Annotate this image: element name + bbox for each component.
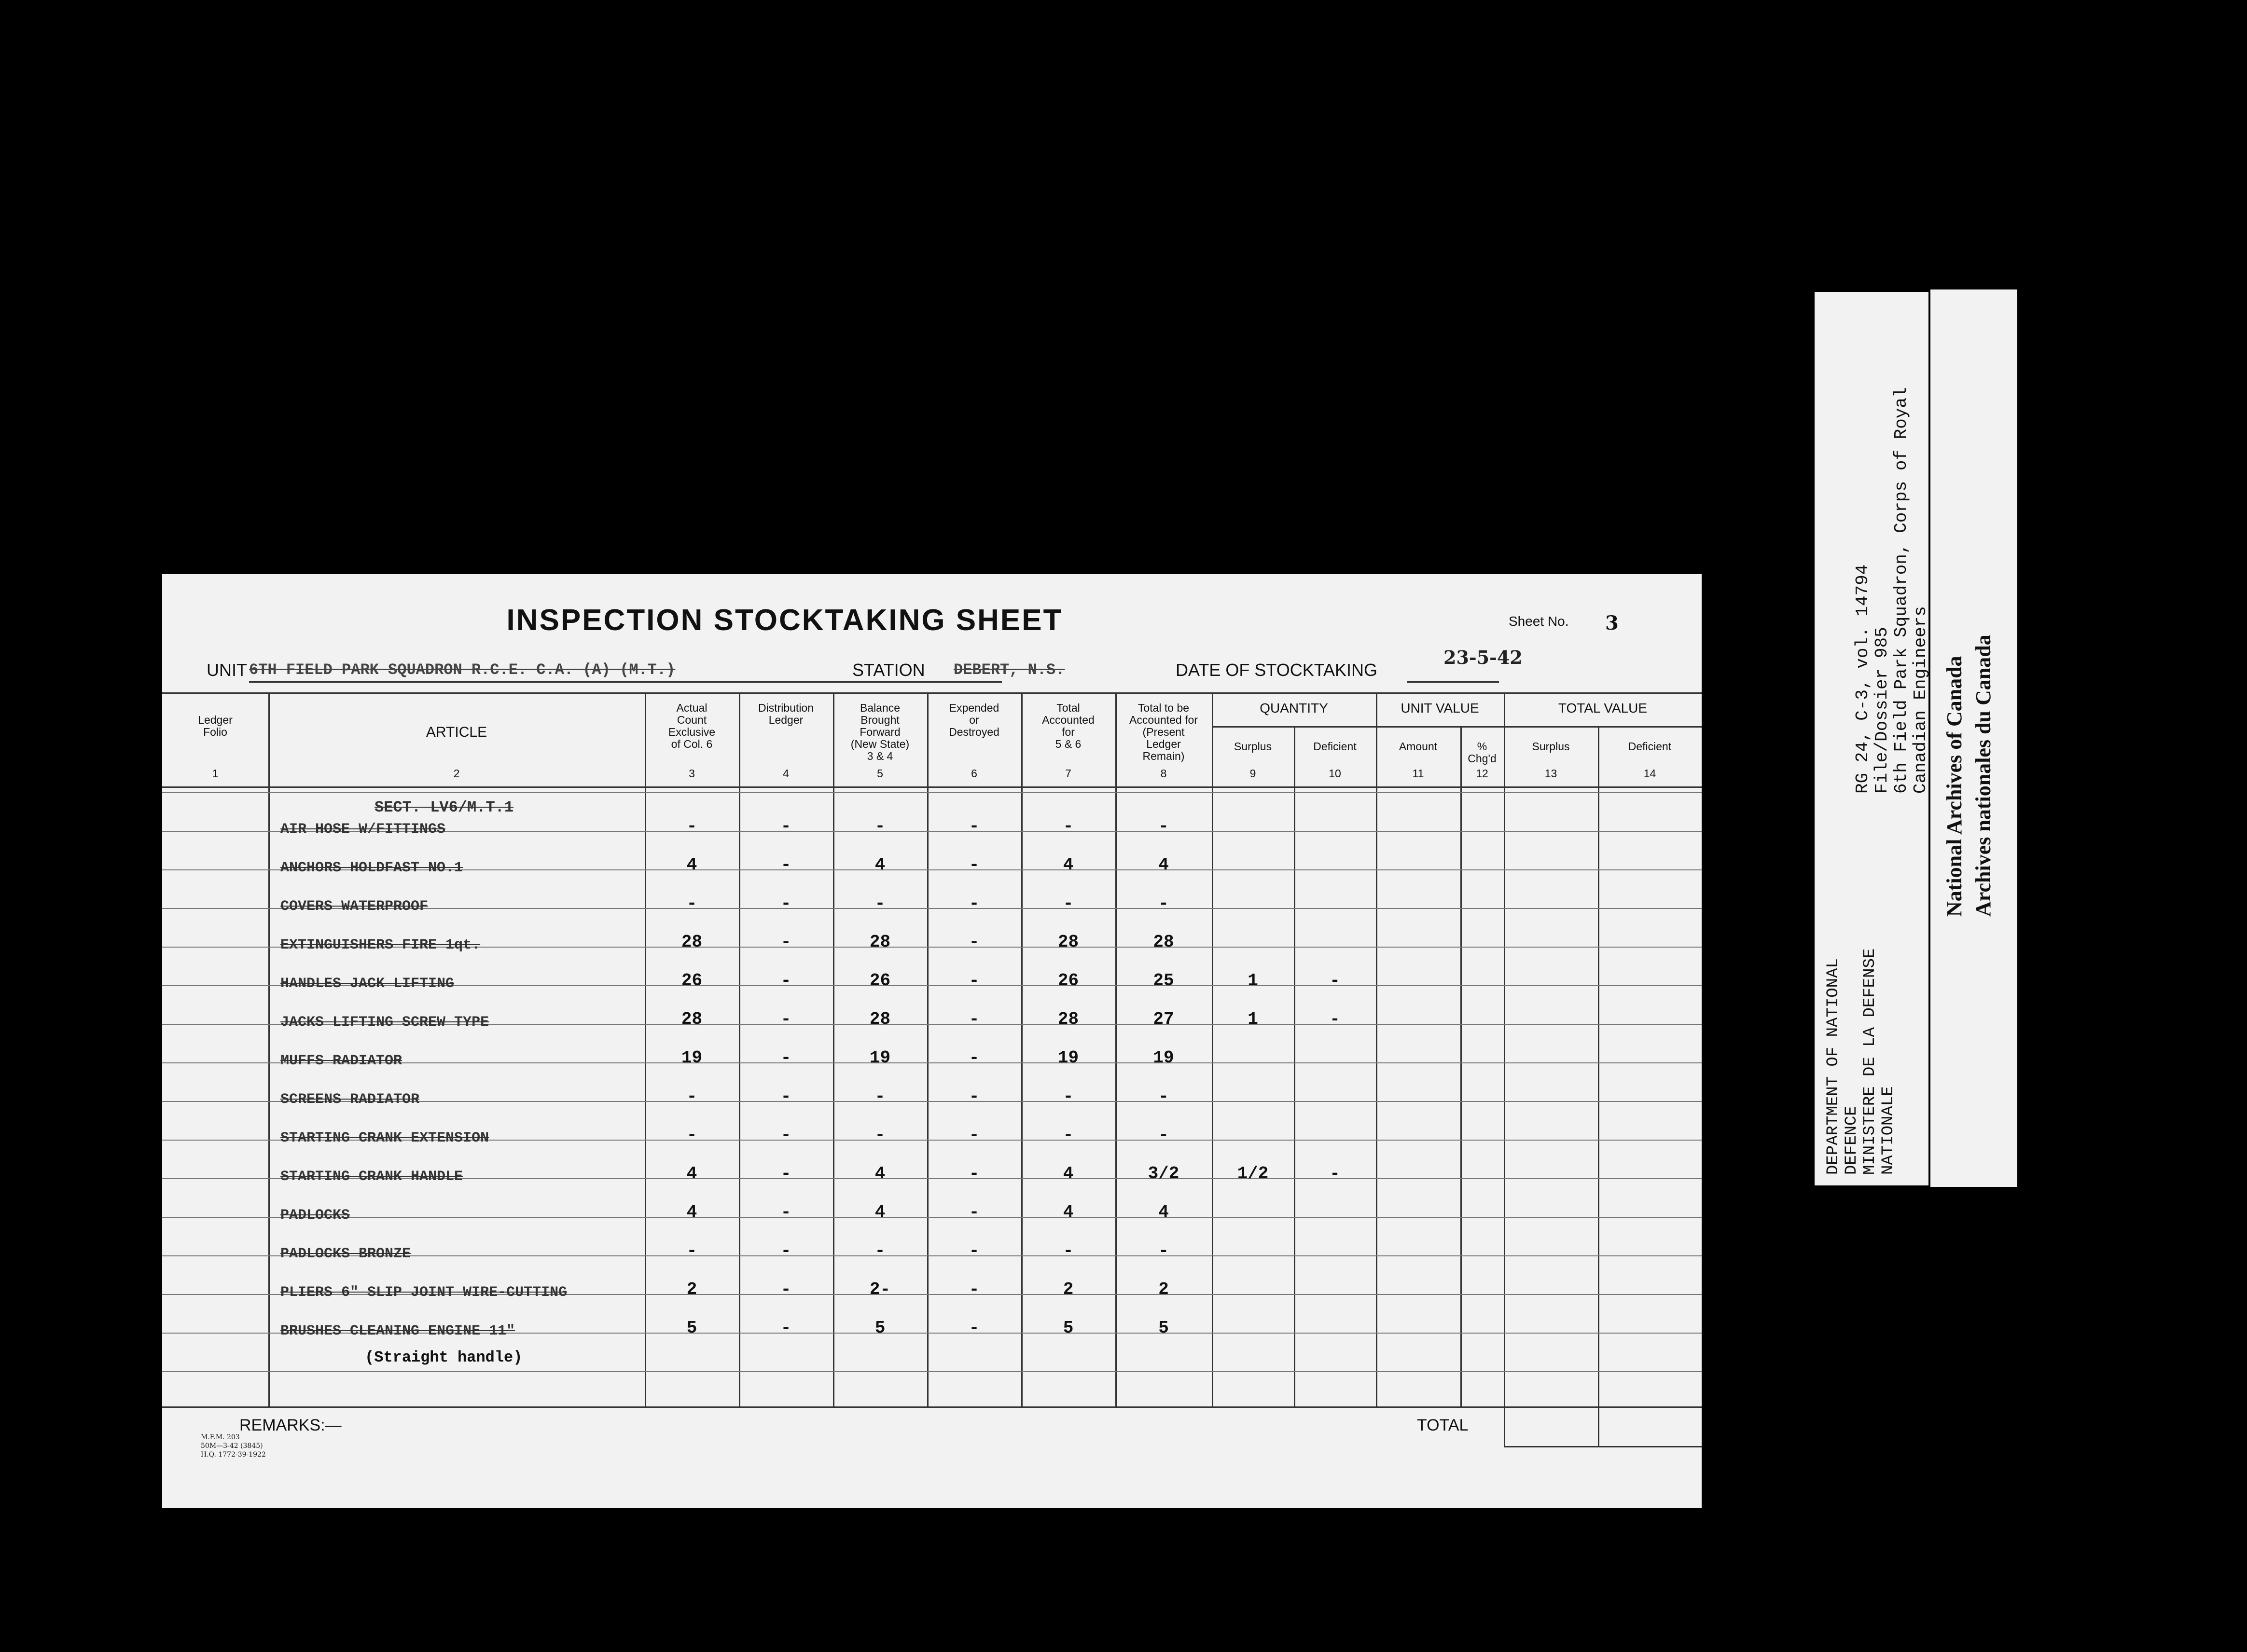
cell-col-8: - <box>1158 1125 1169 1145</box>
cell-col-3: 28 <box>681 932 703 952</box>
column-number: 10 <box>1329 767 1341 780</box>
column-rule <box>1598 726 1599 1406</box>
column-number: 8 <box>1160 767 1167 780</box>
column-header: Ledger Folio <box>198 714 233 738</box>
column-rule <box>1504 692 1505 1406</box>
column-rule <box>1376 692 1377 1406</box>
archives-canada-label <box>1930 289 2017 1187</box>
cell-col-8: - <box>1158 1241 1169 1261</box>
cell-col-5: 28 <box>869 932 891 952</box>
cell-col-4: - <box>780 1318 791 1338</box>
archives-text <box>1940 634 1998 917</box>
article-name: PLIERS 6" SLIP JOINT WIRE-CUTTING <box>280 1284 568 1301</box>
article-name: PADLOCKS BRONZE <box>280 1246 411 1262</box>
column-header: Deficient <box>1313 740 1357 753</box>
remarks-label: REMARKS:— <box>239 1416 342 1434</box>
station-label: STATION <box>852 660 925 680</box>
cell-col-5: 26 <box>869 971 891 991</box>
cell-col-8: 5 <box>1158 1318 1169 1338</box>
total-rule <box>1598 1406 1599 1447</box>
form-code <box>201 1433 266 1459</box>
column-rule <box>1212 692 1213 1406</box>
article-name: AIR HOSE W/FITTINGS <box>280 821 446 838</box>
department-line: DEFENCE <box>1843 1106 1861 1175</box>
article-name: MUFFS RADIATOR <box>280 1053 402 1069</box>
date-value: 23-5-42 <box>1443 647 1523 668</box>
cell-col-5: 2- <box>869 1280 891 1299</box>
cell-col-3: 4 <box>686 1164 697 1184</box>
cell-col-3: - <box>686 1125 697 1145</box>
cell-col-5: - <box>874 894 886 913</box>
reference-line: 6th Field Park Squadron, Corps of Royal <box>1891 387 1911 794</box>
cell-col-7: - <box>1063 816 1074 836</box>
department-line: DEPARTMENT OF NATIONAL <box>1824 958 1843 1175</box>
sheet-number-label: Sheet No. <box>1509 614 1569 629</box>
header-bottom-rule <box>162 786 1702 788</box>
cell-col-8: 4 <box>1158 1202 1169 1222</box>
cell-col-4: - <box>780 971 791 991</box>
reference-line: RG 24, C-3, vol. 14794 <box>1853 564 1872 794</box>
column-header: Total Accounted for 5 & 6 <box>1042 702 1095 750</box>
cell-col-7: - <box>1063 1087 1074 1106</box>
total-label: TOTAL <box>1417 1416 1469 1434</box>
cell-col-4: - <box>780 1202 791 1222</box>
cell-col-10: - <box>1330 971 1340 991</box>
cell-col-5: - <box>874 1087 886 1106</box>
cell-col-4: - <box>780 1009 791 1029</box>
cell-col-7: 2 <box>1063 1280 1074 1299</box>
cell-col-6: - <box>969 894 980 913</box>
cell-col-6: - <box>969 932 980 952</box>
column-number: 6 <box>971 767 977 780</box>
cell-col-7: 4 <box>1063 855 1074 875</box>
column-number: 2 <box>453 767 460 780</box>
cell-col-3: - <box>686 1087 697 1106</box>
cell-col-9: 1/2 <box>1237 1164 1269 1184</box>
column-number: 7 <box>1065 767 1071 780</box>
cell-col-9: 1 <box>1248 971 1258 991</box>
date-underline <box>1407 681 1499 683</box>
form-code-line: 50M—3-42 (3845) <box>201 1442 263 1450</box>
column-rule <box>268 692 270 1406</box>
station-value: DEBERT, N.S. <box>954 661 1065 679</box>
cell-col-6: - <box>969 1318 980 1338</box>
cell-col-4: - <box>780 1241 791 1261</box>
cell-col-8: 25 <box>1153 971 1174 991</box>
cell-col-6: - <box>969 1048 980 1068</box>
cell-col-5: 28 <box>869 1009 891 1029</box>
cell-col-4: - <box>780 816 791 836</box>
cell-col-8: - <box>1158 894 1169 913</box>
group-header-rule <box>1212 726 1702 728</box>
column-number: 4 <box>783 767 789 780</box>
cell-col-5: 4 <box>874 1202 886 1222</box>
cell-col-3: 2 <box>686 1280 697 1299</box>
cell-col-10: - <box>1330 1164 1340 1184</box>
cell-col-6: - <box>969 1087 980 1106</box>
cell-col-5: 19 <box>869 1048 891 1068</box>
row-rule <box>162 1371 1702 1372</box>
article-name: STARTING CRANK HANDLE <box>280 1169 463 1185</box>
stocktaking-sheet <box>162 574 1702 1508</box>
cell-col-6: - <box>969 971 980 991</box>
cell-col-4: - <box>780 1164 791 1184</box>
article-name: SCREENS RADIATOR <box>280 1091 420 1108</box>
reference-text <box>1853 387 1930 794</box>
archive-reference-label <box>1815 292 1928 1185</box>
cell-col-6: - <box>969 1241 980 1261</box>
column-rule <box>1115 692 1117 1406</box>
cell-col-3: 26 <box>681 971 703 991</box>
cell-col-6: - <box>969 1164 980 1184</box>
column-header: ARTICLE <box>426 724 487 740</box>
reference-line: File/Dossier 985 <box>1872 627 1892 794</box>
cell-col-7: 19 <box>1057 1048 1079 1068</box>
column-header: Balance Brought Forward (New State) 3 & 4 <box>850 702 910 762</box>
column-number: 13 <box>1544 767 1557 780</box>
cell-col-5: - <box>874 1241 886 1261</box>
column-header: % Chg'd <box>1468 740 1497 765</box>
column-header: Amount <box>1399 740 1438 753</box>
cell-col-5: 5 <box>874 1318 886 1338</box>
cell-col-3: - <box>686 816 697 836</box>
unit-label: UNIT <box>207 660 247 680</box>
cell-col-8: - <box>1158 1087 1169 1106</box>
sheet-number-value: 3 <box>1605 612 1619 634</box>
unit-value: 6TH FIELD PARK SQUADRON R.C.E. C.A. (A) (M.T.) <box>249 661 676 679</box>
department-line: NATIONALE <box>1879 1086 1898 1175</box>
cell-col-3: - <box>686 894 697 913</box>
column-header: Surplus <box>1532 740 1570 753</box>
cell-col-6: - <box>969 855 980 875</box>
section-title: SECT. LV6/M.T.1 <box>374 798 514 816</box>
department-line: MINISTERE DE LA DEFENSE <box>1861 948 1879 1175</box>
cell-col-7: - <box>1063 1241 1074 1261</box>
date-label: DATE OF STOCKTAKING <box>1176 660 1378 680</box>
form-code-line: M.F.M. 203 <box>201 1433 240 1441</box>
table-bottom-rule <box>162 1406 1702 1408</box>
cell-col-3: 4 <box>686 1202 697 1222</box>
article-name: BRUSHES CLEANING ENGINE 11" <box>280 1323 515 1339</box>
article-name: JACKS LIFTING SCREW TYPE <box>280 1014 489 1031</box>
cell-col-7: 5 <box>1063 1318 1074 1338</box>
cell-col-7: 4 <box>1063 1164 1074 1184</box>
row-rule <box>162 792 1702 793</box>
sheet-title: INSPECTION STOCKTAKING SHEET <box>506 604 1063 637</box>
cell-col-6: - <box>969 1202 980 1222</box>
archives-line: Archives nationales du Canada <box>1971 634 1995 917</box>
article-name: HANDLES JACK LIFTING <box>280 976 455 992</box>
table-top-rule <box>162 692 1702 694</box>
cell-col-3: 28 <box>681 1009 703 1029</box>
cell-col-8: 27 <box>1153 1009 1174 1029</box>
column-header: Distribution Ledger <box>758 702 814 726</box>
form-code-line: H.Q. 1772-39-1922 <box>201 1451 266 1459</box>
total-value-group-header: TOTAL VALUE <box>1558 701 1648 716</box>
cell-col-4: - <box>780 1280 791 1299</box>
cell-col-6: - <box>969 1009 980 1029</box>
cell-col-8: 3/2 <box>1148 1164 1179 1184</box>
cell-col-7: 28 <box>1057 1009 1079 1029</box>
cell-col-5: 4 <box>874 1164 886 1184</box>
cell-col-3: - <box>686 1241 697 1261</box>
total-rule <box>1504 1406 1505 1447</box>
cell-col-6: - <box>969 1125 980 1145</box>
column-header: Total to be Accounted for (Present Ledger Remain) <box>1129 702 1198 762</box>
cell-col-9: 1 <box>1248 1009 1258 1029</box>
cell-col-10: - <box>1330 1009 1340 1029</box>
cell-col-8: 4 <box>1158 855 1169 875</box>
column-number: 11 <box>1412 767 1424 780</box>
cell-col-4: - <box>780 1048 791 1068</box>
article-name: STARTING CRANK EXTENSION <box>280 1130 489 1146</box>
quantity-group-header: QUANTITY <box>1260 701 1328 716</box>
cell-col-8: 19 <box>1153 1048 1174 1068</box>
cell-col-4: - <box>780 1125 791 1145</box>
cell-col-7: - <box>1063 894 1074 913</box>
column-header: Actual Count Exclusive of Col. 6 <box>668 702 716 750</box>
column-number: 1 <box>212 767 219 780</box>
cell-col-8: 2 <box>1158 1280 1169 1299</box>
column-header: Surplus <box>1234 740 1272 753</box>
cell-col-6: - <box>969 1280 980 1299</box>
cell-col-7: 26 <box>1057 971 1079 991</box>
cell-col-5: - <box>874 816 886 836</box>
article-name: EXTINGUISHERS FIRE 1qt. <box>280 937 481 953</box>
cell-col-5: 4 <box>874 855 886 875</box>
unit-value-group-header: UNIT VALUE <box>1401 701 1479 716</box>
cell-col-7: - <box>1063 1125 1074 1145</box>
department-text <box>1824 949 1898 1175</box>
article-name: ANCHORS HOLDFAST NO.1 <box>280 860 463 876</box>
cell-col-8: - <box>1158 816 1169 836</box>
column-number: 9 <box>1249 767 1256 780</box>
total-bottom-rule <box>1504 1446 1702 1447</box>
column-number: 14 <box>1643 767 1656 780</box>
cell-col-3: 5 <box>686 1318 697 1338</box>
column-number: 12 <box>1476 767 1488 780</box>
cell-col-4: - <box>780 894 791 913</box>
cell-col-4: - <box>780 855 791 875</box>
cell-col-7: 28 <box>1057 932 1079 952</box>
archives-line: National Archives of Canada <box>1942 656 1966 917</box>
cell-col-3: 19 <box>681 1048 703 1068</box>
cell-col-5: - <box>874 1125 886 1145</box>
column-rule <box>1460 726 1462 1406</box>
column-number: 3 <box>689 767 695 780</box>
cell-col-4: - <box>780 1087 791 1106</box>
unit-underline <box>249 681 1002 683</box>
cell-col-6: - <box>969 816 980 836</box>
cell-col-8: 28 <box>1153 932 1174 952</box>
cell-col-4: - <box>780 932 791 952</box>
column-header: Deficient <box>1628 740 1672 753</box>
reference-line: Canadian Engineers <box>1911 606 1930 794</box>
article-name: PADLOCKS <box>280 1207 350 1224</box>
cell-col-7: 4 <box>1063 1202 1074 1222</box>
column-rule <box>1294 726 1295 1406</box>
row-note: (Straight handle) <box>365 1349 523 1366</box>
cell-col-3: 4 <box>686 855 697 875</box>
column-header: Expended or Destroyed <box>949 702 999 738</box>
column-number: 5 <box>877 767 883 780</box>
article-name: COVERS WATERPROOF <box>280 898 429 915</box>
